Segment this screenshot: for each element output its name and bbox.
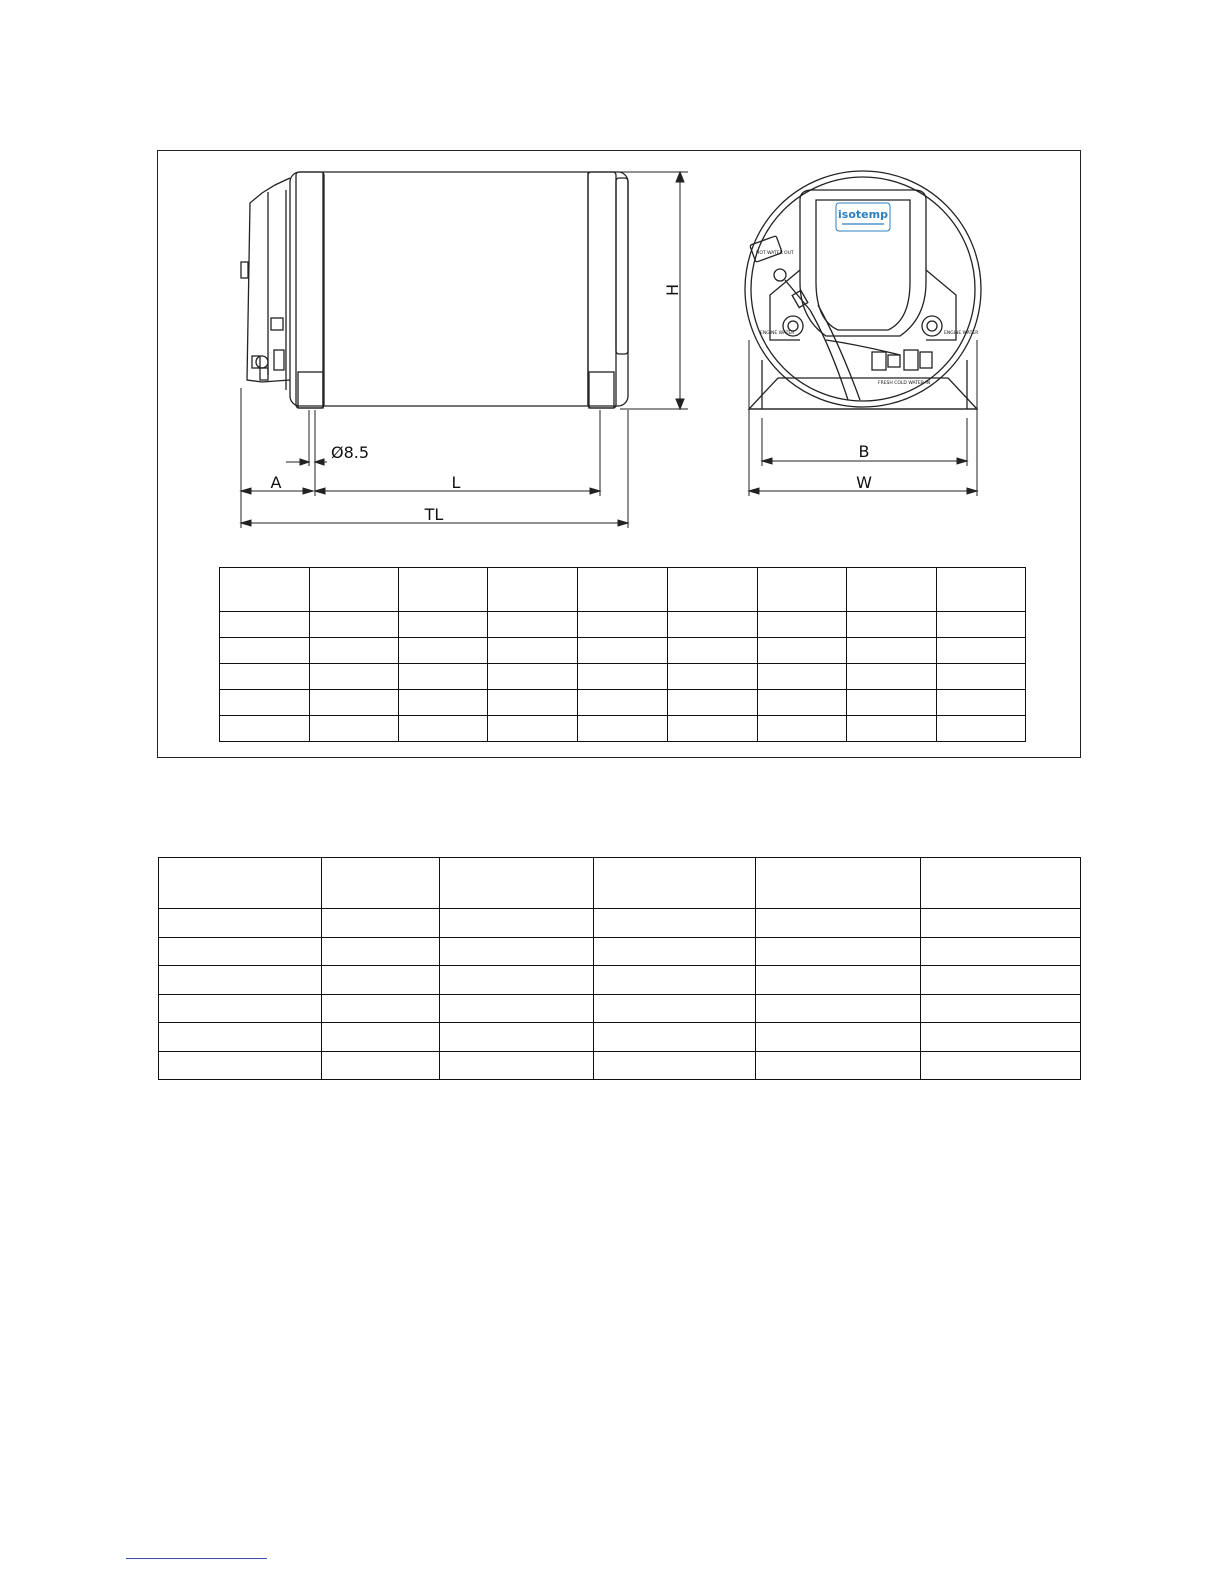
dimension-label-l: L xyxy=(451,473,461,492)
header-cell xyxy=(921,858,1081,909)
brand-logo-text: isotemp xyxy=(838,208,888,221)
header-cell xyxy=(757,568,846,612)
table-row xyxy=(159,995,1081,1023)
dimension-label-b: B xyxy=(858,442,870,461)
hot-water-out-label: HOT WATER OUT xyxy=(756,251,794,256)
header-cell xyxy=(667,568,757,612)
table-header-row xyxy=(159,858,1081,909)
table-row xyxy=(220,664,1026,690)
table-row xyxy=(220,716,1026,742)
engine-water-left-label: ENGINE WATER xyxy=(760,331,795,336)
header-cell xyxy=(322,858,440,909)
side-view xyxy=(241,172,628,408)
header-cell xyxy=(310,568,399,612)
side-view-dimensions xyxy=(241,172,688,528)
table-row xyxy=(159,938,1081,966)
table-row xyxy=(159,966,1081,995)
dimension-label-a: A xyxy=(270,473,282,492)
dimension-label-w: W xyxy=(856,473,872,492)
table-row xyxy=(220,612,1026,638)
header-cell xyxy=(220,568,310,612)
table-row xyxy=(159,909,1081,938)
dimension-label-tl: TL xyxy=(424,505,444,524)
table-header-row xyxy=(220,568,1026,612)
specs-table xyxy=(158,857,1081,1080)
dimensions-table xyxy=(219,567,1026,742)
table-row xyxy=(220,690,1026,716)
header-cell xyxy=(936,568,1025,612)
isotemp-logo xyxy=(836,203,890,231)
engine-water-right-label: ENGINE WATER xyxy=(944,331,979,336)
header-cell xyxy=(594,858,756,909)
header-cell xyxy=(578,568,667,612)
table-row xyxy=(220,638,1026,664)
header-cell xyxy=(440,858,594,909)
fresh-cold-water-in-label: FRESH COLD WATER IN xyxy=(878,381,931,386)
header-cell xyxy=(756,858,921,909)
dimension-label-diameter: Ø8.5 xyxy=(331,443,370,462)
dimension-label-h: H xyxy=(663,283,682,297)
header-cell xyxy=(846,568,936,612)
table-row xyxy=(159,1023,1081,1052)
header-cell xyxy=(159,858,322,909)
header-cell xyxy=(488,568,578,612)
footer-link-underline xyxy=(126,1558,267,1559)
header-cell xyxy=(399,568,488,612)
table-row xyxy=(159,1052,1081,1080)
